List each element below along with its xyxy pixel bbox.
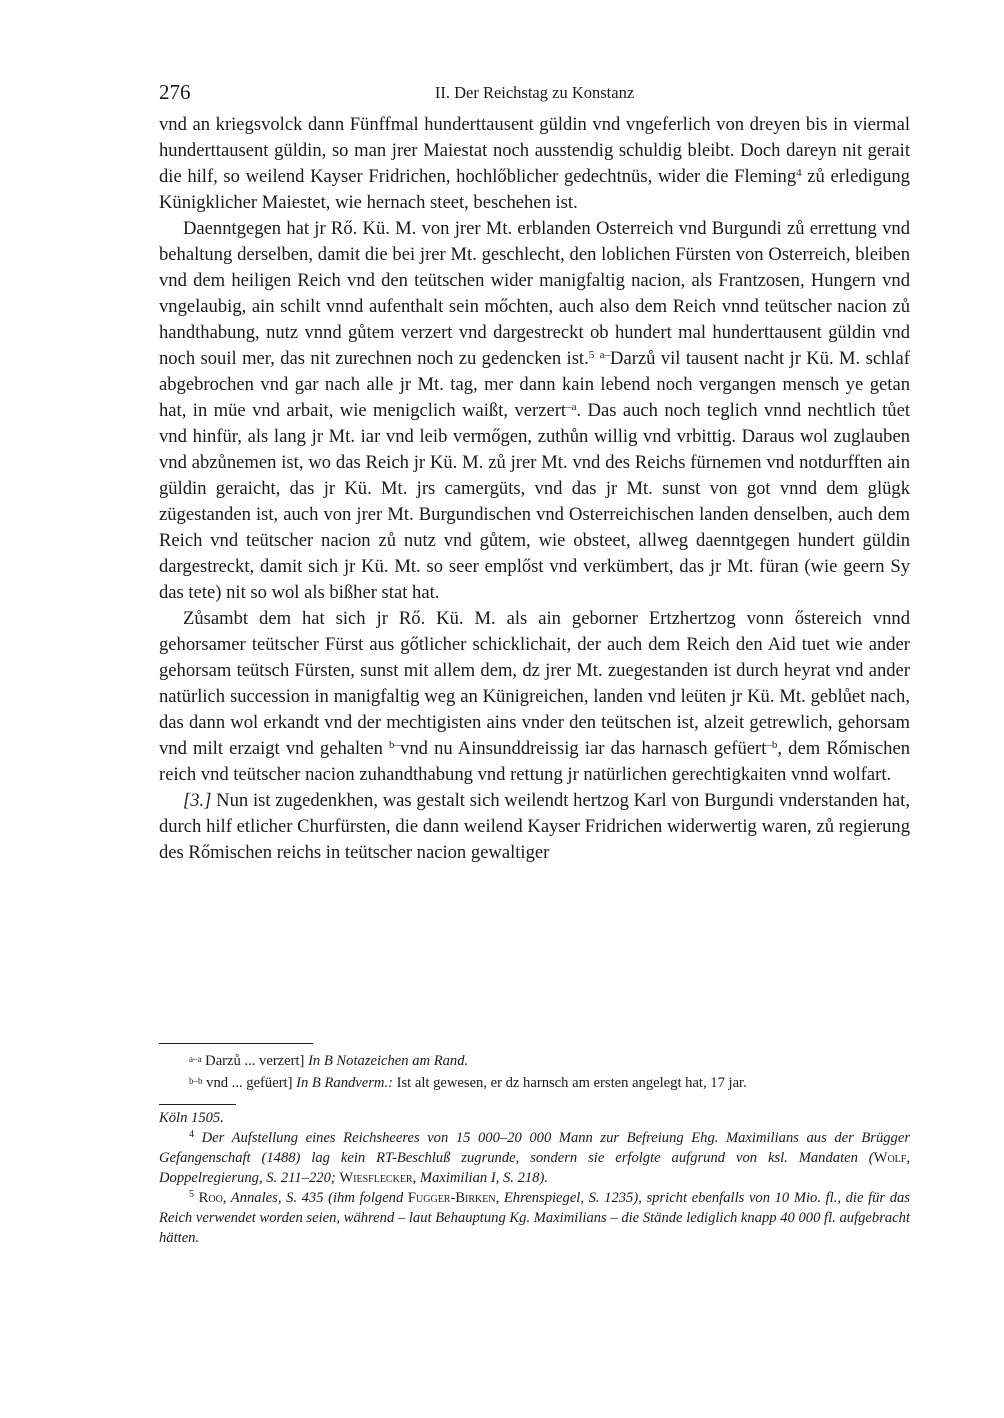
critical-apparatus bbox=[159, 1043, 910, 1093]
apparatus-mark-a-open: a– bbox=[599, 349, 611, 361]
page bbox=[159, 80, 910, 866]
running-head: II. Der Reichstag zu Konstanz bbox=[434, 83, 635, 102]
apparatus-entry-a: $^{a-a}$ Darzů ... verzert] In B Notazeichen am Rand. bbox=[189, 1053, 469, 1069]
paragraph-1: vnd an kriegsvolck dann Fünffmal hunderttausent güldin vnd vngeferlich von dreyen bis in viermal hunderttausent güldin, so man jrer Maiestat noch ausstendig schuldig bleibt. Doch dareyn nit gerait die hilf, so weilend Kayser Fridrichen, hochlőblicher gedechtnüs, wider die Fleming$^4$ zů erledigung Künigklicher Maiestet, wie hernach steet, beschehen ist. bbox=[159, 114, 910, 213]
paragraph-4: [3.] Nun ist zugedenkhen, was gestalt sich weilendt hertzog Karl von Burgundi vnderstanden hat, durch hilf etlicher Churfürsten, die dann weilend Kayser Fridrichen widerwertig waren, zů regierung des Rőmischen reichs in teütscher nacion gewaltiger bbox=[159, 790, 910, 863]
footnote-ref-5[interactable]: 5 bbox=[588, 349, 595, 361]
paragraph-2: Daenntgegen hat jr Rő. Kü. M. von jrer Mt. erblanden Osterreich vnd Burgundi zů errettung vnd behaltung derselben, damit die bei jrer Mt. geschlecht, den loblichen Fürsten von Osterreich, bleiben vnd dem heiligen Reich vnd den teütschen wider manigfaltig nacion, als Frantzosen, Hungern vnd vngelaubig, ain schilt vnnd aufenthalt sein mőchten, auch also dem Reich vnnd teütscher nacion zů handthabung, nutz vnnd gůtem verzert vnd dargestreckt ob hundert mal hunderttausent güldin vnd noch souil mer, das nit zurechnen noch zu gedencken ist.$^5$ $^{a-}$Darzů vil tausent nacht jr Kü. M. schlaf abgebrochen vnd gar nach alle jr Mt. tag, mer dann kain lebend noch vergangen mensch ye getan hat, in müe vnd arbait, wie menigclich waißt, verzert$^{-a}$. Das auch noch teglich vnnd nechtlich tůet vnd hinfür, als lang jr Mt. iar vnd leib vermőgen, zuthůn willig vnd vrbittig. Daraus wol zuglauben vnd abzůnemen ist, wo das Reich jr Kü. M. zů jrer Mt. vnd des Reichs fürnemen vnd notdurfften ain güldin geraicht, das jr Kü. Mt. jrs camergüts, vnd das jr Mt. sunst von got vnnd dem glügk zügestanden ist, auch von jrer Mt. Burgundischen vnd Osterreichischen landen denselben, auch dem Reich vnd teütscher nacion zů nutz vnd gůtem, wie obsteet, allweg daenntgegen hundert güldin dargestreckt, damit sich jr Kü. Mt. so seer emplőst vnd verkümbert, das jr Mt. füran (wie geern Sy das tete) nit so wol als bißher stat hat. bbox=[159, 218, 910, 603]
apparatus-mark-b-close: –b bbox=[766, 739, 778, 751]
page-number: 276 bbox=[159, 80, 191, 104]
apparatus-mark-b-open: b– bbox=[389, 739, 401, 751]
paragraph-3: Zůsambt dem hat sich jr Rő. Kü. M. als ain geborner Ertzhertzog vonn őstereich vnnd gehorsamer teütscher Fürst aus gőtlicher schicklichait, der auch dem Reich den Aid tuet wie ander gehorsam teütsch Fürsten, sunst mit allem dem, dz jrer Mt. zuegestanden ist durch heyrat vnd ander natürlich succession in manigfaltig weg an Künigreichen, landen vnd leüten jr Kü. Mt. geblůet nach, das dann wol erkandt vnd der mechtigisten ains vnder den teütschen ist, alzeit getrewlich, gehorsam vnd milt erzaigt vnd gehalten $^{b-}$vnd nu Ainsunddreissig iar das harnasch gefüert$^{-b}$, dem Rőmischen reich vnd teütscher nacion zuhandthabung vnd rettung jr natürlichen gerechtigkaiten vnnd wolfart. bbox=[159, 608, 910, 785]
apparatus-mark-a-close: –a bbox=[566, 401, 577, 413]
main-text bbox=[159, 112, 910, 866]
page-header bbox=[159, 80, 910, 110]
footnote-4: $^4$ Der Aufstellung eines Reichsheeres von 15 000–20 000 Mann zur Befreiung Ehg. Maximilians aus der Brügger Gefangenschaft (1488) lag kein RT-Beschluß zugrunde, sondern sie erfolgte aufgrund von ksl. Mandaten (Wolf, Doppelregierung, S. 211–220; Wiesflecker, Maximilian I, S. 218). bbox=[159, 1129, 910, 1186]
footnote-continued: Köln 1505. bbox=[159, 1110, 224, 1126]
section-number: [3.] bbox=[183, 790, 212, 811]
footnote-5: $^5$ Roo, Annales, S. 435 (ihm folgend Fugger-Birken, Ehrenspiegel, S. 1235), spricht ebenfalls von 10 Mio. fl., die für das Reich verwendet worden seien, während – laut Behauptung Kg. Maximilians – die Stände lediglich knapp 40 000 fl. aufgebracht hätten. bbox=[159, 1189, 910, 1246]
apparatus-entry-b: $^{b-b}$ vnd ... gefüert] In B Randverm.: Ist alt gewesen, er dz harnsch am ersten angelegt hat, 17 jar. bbox=[189, 1075, 747, 1091]
footnotes bbox=[159, 1104, 910, 1248]
footnote-ref-4[interactable]: 4 bbox=[796, 167, 802, 179]
